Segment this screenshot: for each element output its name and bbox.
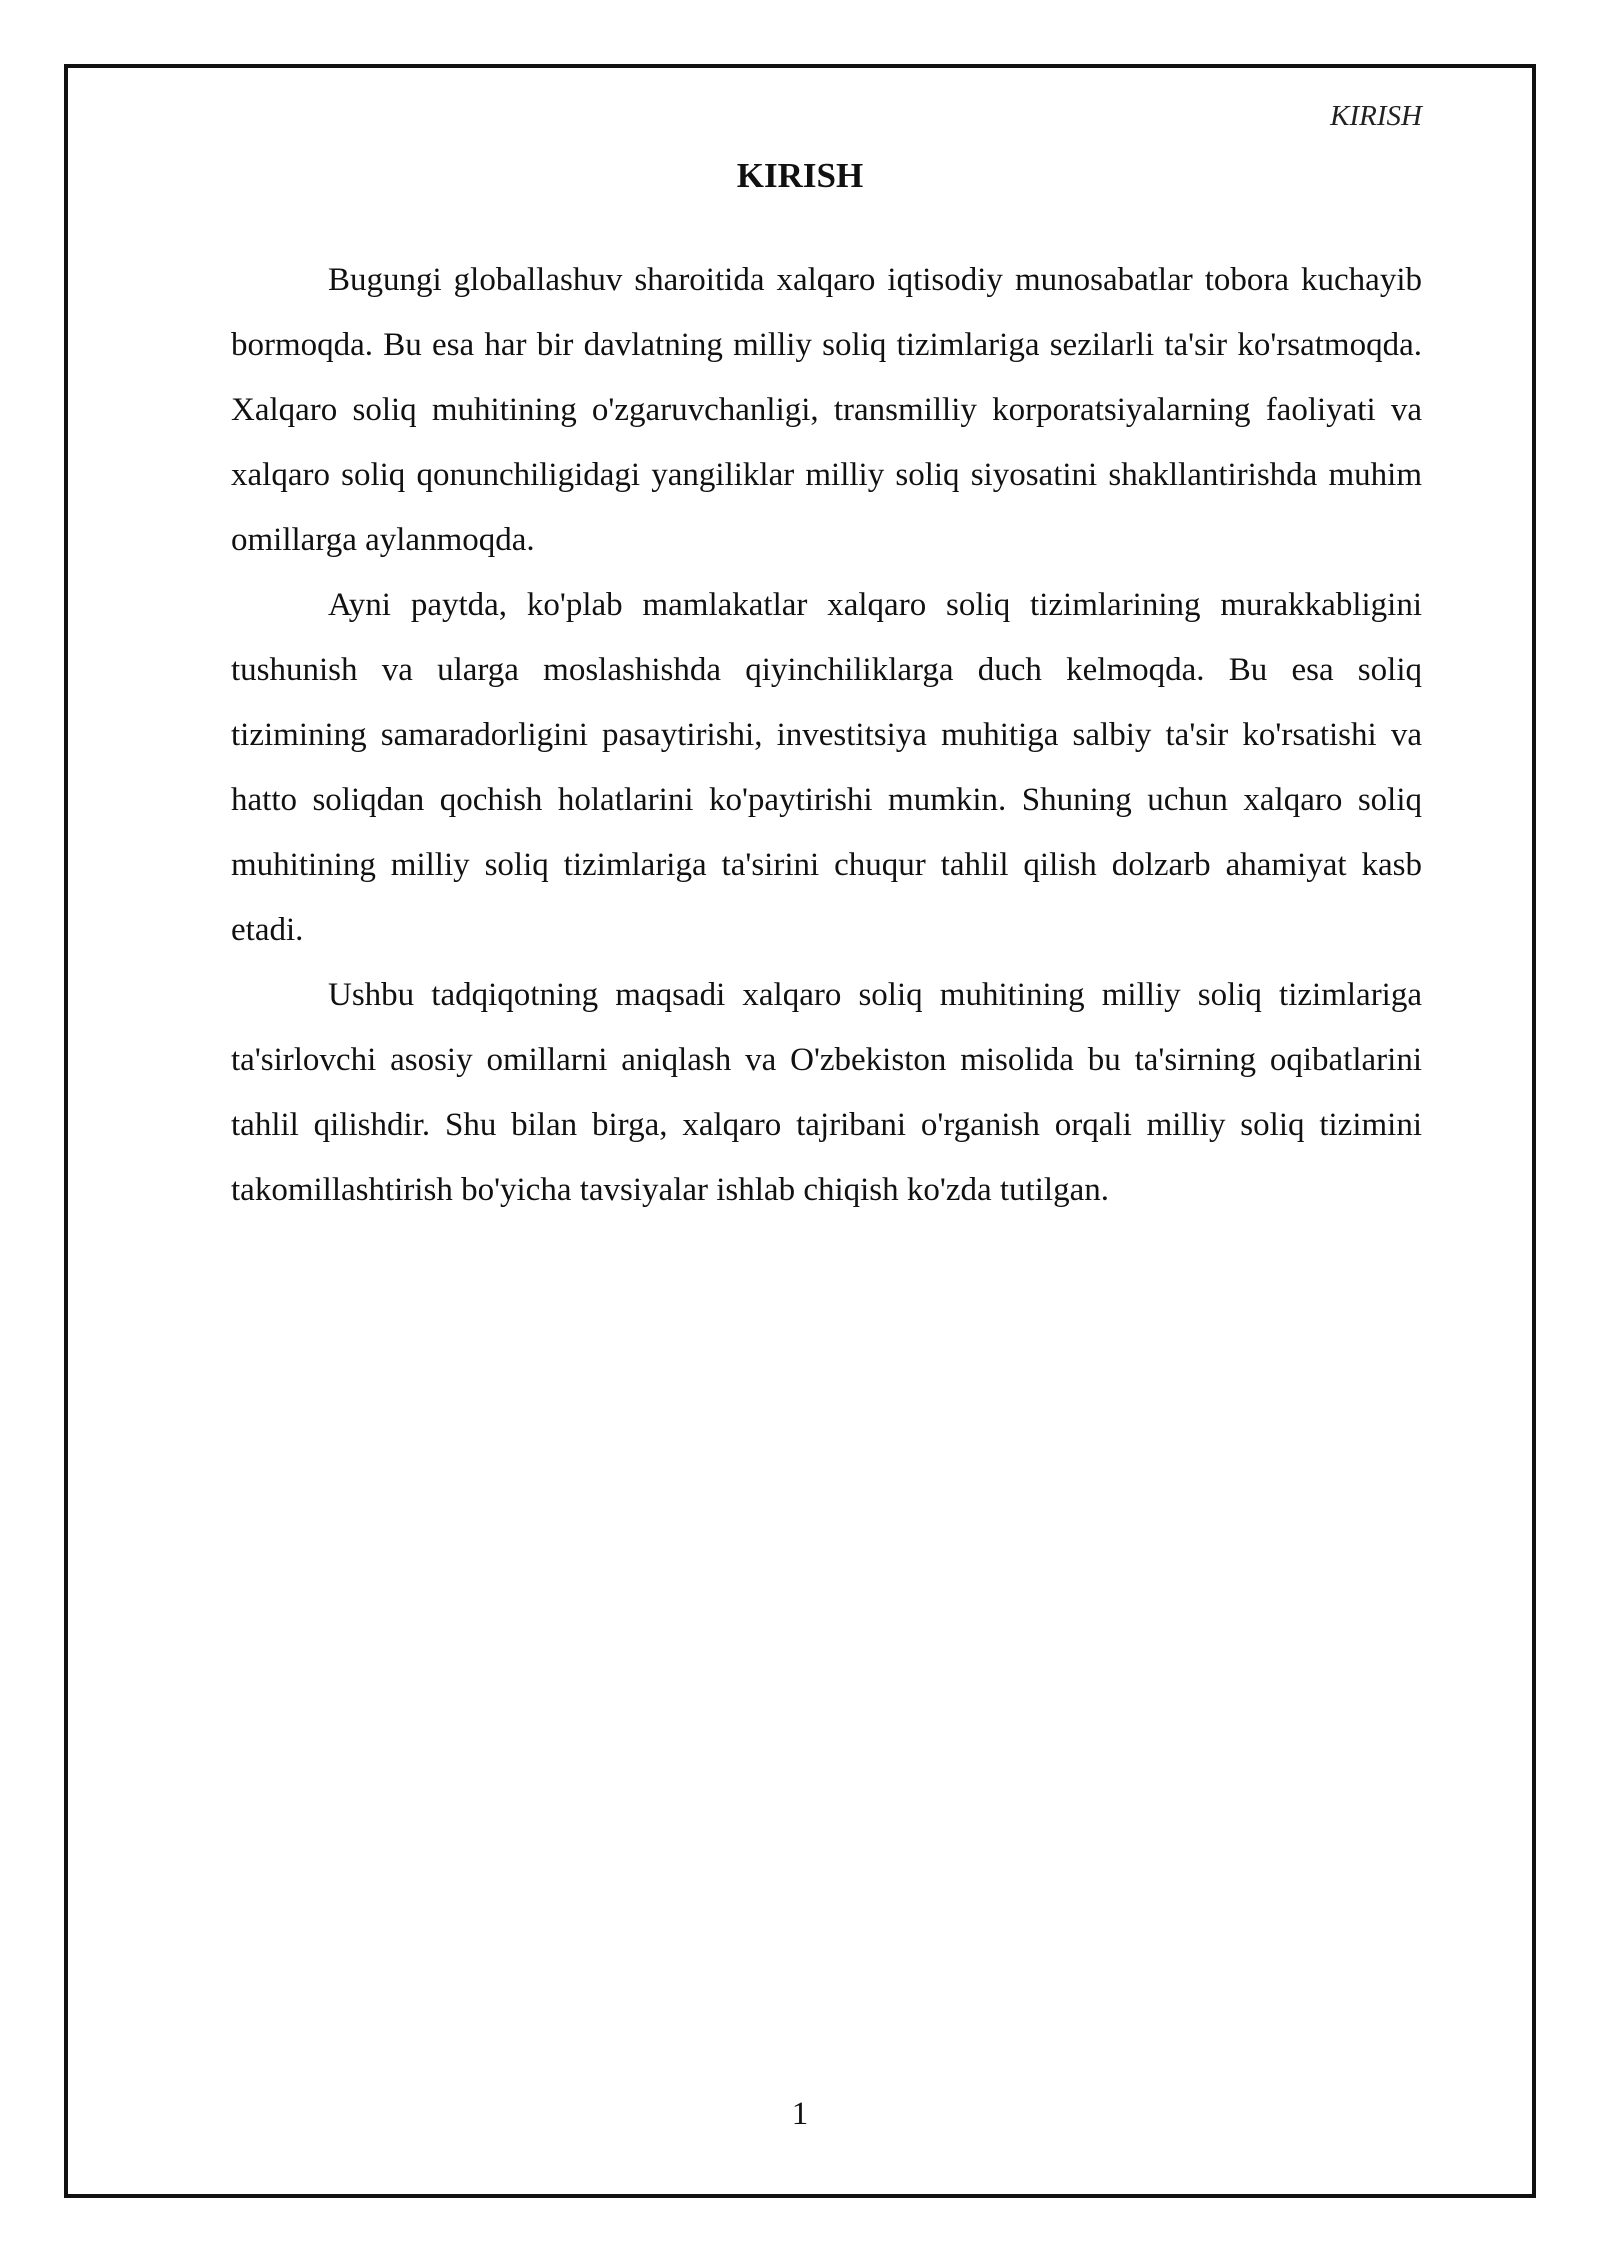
running-header: KIRISH <box>1330 100 1422 132</box>
document-title: KIRISH <box>736 156 864 195</box>
paragraph-1: Bugungi globallashuv sharoitida xalqaro iqtisodiy munosabatlar tobora kuchayib bormoqda. Bu esa har bir davlatning milliy soliq tizimlariga sezilarli ta'sir ko'rsatmoqda. Xalqaro soliq muhitining o'zgaruvchanligi, transmilliy korporatsiyalarning faoliyati va xalqaro soliq qonunchiligidagi yangiliklar milliy soliq siyosatini shakllantirishda muhim omillarga aylanmoqda. <box>231 262 1422 558</box>
page-number: 1 <box>791 2096 809 2132</box>
document-body <box>231 248 1422 1223</box>
page-frame <box>64 64 1536 2198</box>
paragraph-3: Ushbu tadqiqotning maqsadi xalqaro soliq muhitining milliy soliq tizimlariga ta'sirlovchi asosiy omillarni aniqlash va O'zbekiston misolida bu ta'sirning oqibatlarini tahlil qilishdir. Shu bilan birga, xalqaro tajribani o'rganish orqali milliy soliq tizimini takomillashtirish bo'yicha tavsiyalar ishlab chiqish ko'zda tutilgan. <box>231 977 1422 1208</box>
paragraph-2: Ayni paytda, ko'plab mamlakatlar xalqaro soliq tizimlarining murakkabligini tushunish va ularga moslashishda qiyinchiliklarga duch kelmoqda. Bu esa soliq tizimining samaradorligini pasaytirishi, investitsiya muhitiga salbiy ta'sir ko'rsatishi va hatto soliqdan qochish holatlarini ko'paytirishi mumkin. Shuning uchun xalqaro soliq muhitining milliy soliq tizimlariga ta'sirini chuqur tahlil qilish dolzarb ahamiyat kasb etadi. <box>231 587 1422 948</box>
